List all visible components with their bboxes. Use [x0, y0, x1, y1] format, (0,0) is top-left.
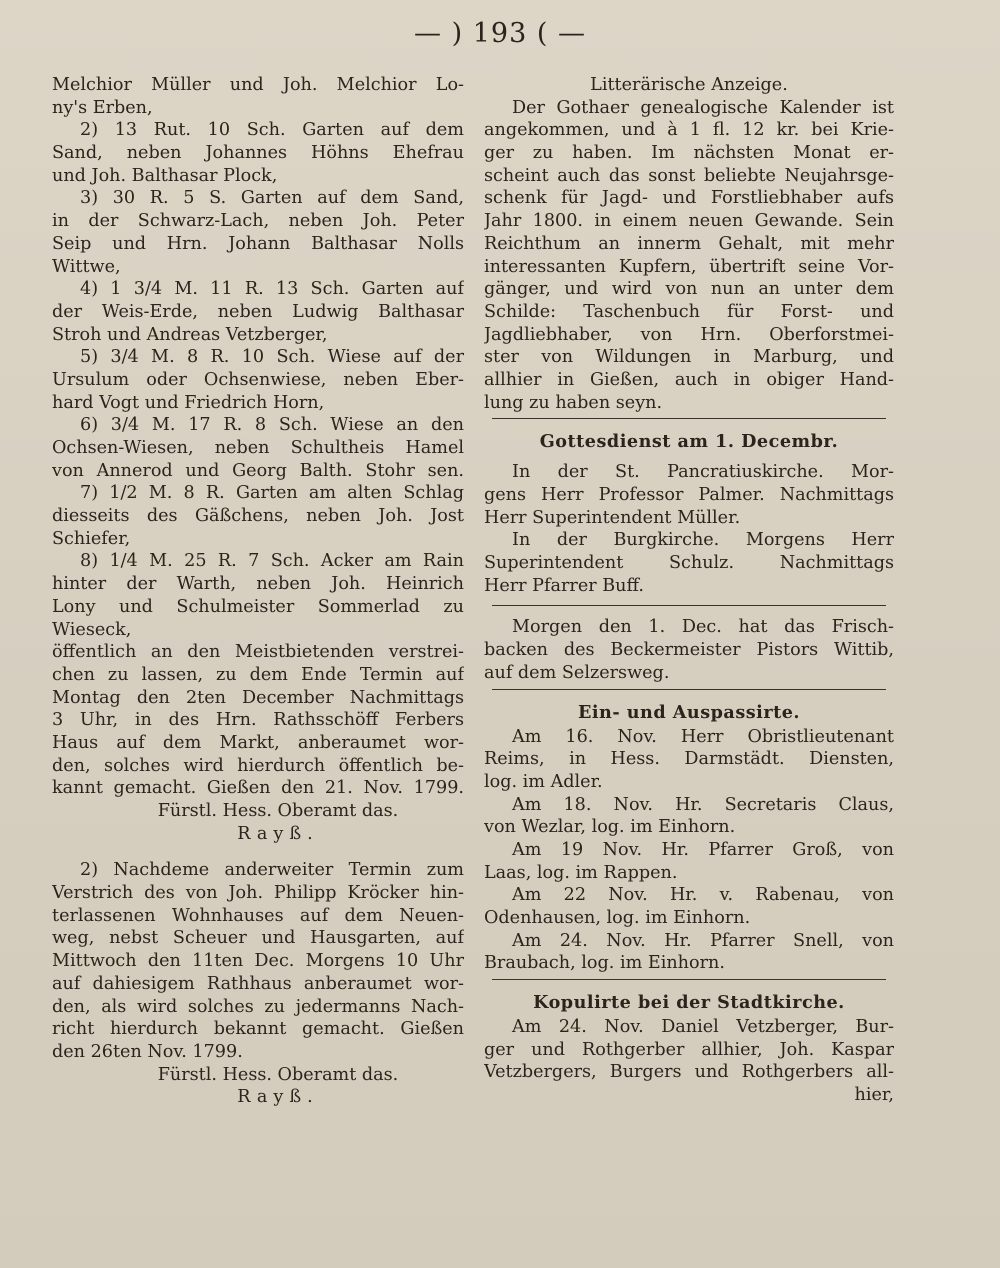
- authority-line: Fürstl. Hess. Oberamt das.: [157, 1064, 399, 1085]
- text-line: allhier in Gießen, auch in obiger Hand-: [484, 369, 894, 390]
- text-line: ger zu haben. Im nächsten Monat er-: [484, 143, 894, 164]
- authority-line: Fürstl. Hess. Oberamt das.: [157, 801, 399, 821]
- text-line: Superintendent Schulz. Nachmittags: [484, 553, 894, 574]
- auction-notice-1: [52, 74, 464, 845]
- text-line: Am 24. Nov. Hr. Pfarrer Snell, von: [512, 930, 894, 951]
- text-line: 6) 3/4 M. 17 R. 8 Sch. Wiese an den: [80, 415, 464, 436]
- travellers-notice: [484, 700, 894, 976]
- text-line: In der St. Pancratiuskirche. Mor-: [512, 462, 894, 483]
- text-line: Reims, in Hess. Darmstädt. Diensten,: [484, 749, 894, 770]
- left-column: [52, 74, 464, 1109]
- text-line: In der Burgkirche. Morgens Herr: [512, 530, 894, 551]
- text-line: Ursulum oder Ochsenwiese, neben Eber-: [52, 369, 464, 390]
- text-line: Montag den 2ten December Nachmittags: [52, 687, 464, 708]
- text-line: gens Herr Professor Palmer. Nachmittags: [484, 485, 894, 505]
- text-line: hard Vogt und Friedrich Horn,: [52, 392, 325, 413]
- section-heading: Litterärische Anzeige.: [590, 75, 788, 95]
- text-line: 2) Nachdeme anderweiter Termin zum: [80, 860, 464, 881]
- text-line: Schiefer,: [52, 528, 131, 549]
- text-line: log. im Adler.: [484, 771, 603, 792]
- right-column: [484, 74, 894, 1107]
- text-line: Braubach, log. im Einhorn.: [484, 953, 725, 974]
- text-line: Seip und Hrn. Johann Balthasar Nolls: [52, 233, 464, 254]
- text-line: Am 19 Nov. Hr. Pfarrer Groß, von: [512, 839, 894, 860]
- text-line: Am 16. Nov. Herr Obristlieutenant: [512, 726, 894, 747]
- text-line: Der Gothaer genealogische Kalender ist: [512, 97, 894, 118]
- text-line: richt hierdurch bekannt gemacht. Gießen: [52, 1019, 464, 1040]
- text-line: interessanten Kupfern, übertrift seine Vor-: [484, 256, 894, 277]
- text-line: schenk für Jagd- und Forstliebhaber aufs: [484, 188, 894, 209]
- section-divider: [492, 605, 886, 606]
- text-line: terlassenen Wohnhauses auf dem Neuen-: [52, 905, 464, 926]
- text-line: Stroh und Andreas Vetzberger,: [52, 324, 328, 345]
- spacer: [52, 845, 464, 859]
- text-line: Sand, neben Johannes Höhns Ehefrau: [52, 143, 464, 164]
- text-line: Morgen den 1. Dec. hat das Frisch-: [512, 617, 894, 638]
- marriages-notice: [484, 990, 894, 1107]
- text-line: den 26ten Nov. 1799.: [52, 1041, 243, 1062]
- text-line: Haus auf dem Markt, anberaumet wor-: [52, 732, 464, 753]
- text-line: hinter der Warth, neben Joh. Heinrich: [52, 574, 464, 595]
- text-line: Ochsen-Wiesen, neben Schultheis Hamel: [52, 438, 464, 458]
- text-line: 3) 30 R. 5 S. Garten auf dem Sand,: [80, 188, 464, 209]
- text-line: Herr Superintendent Müller.: [484, 507, 741, 528]
- text-line: ster von Wildungen in Marburg, und: [484, 347, 894, 368]
- text-line: Wieseck,: [52, 619, 132, 640]
- text-line: 4) 1 3/4 M. 11 R. 13 Sch. Garten auf: [80, 279, 464, 300]
- signature: Rayß.: [237, 823, 319, 844]
- text-line: Wittwe,: [52, 256, 121, 277]
- text-line: auf dem Selzersweg.: [484, 662, 670, 683]
- text-line: 2) 13 Rut. 10 Sch. Garten auf dem: [80, 120, 464, 141]
- text-line: Am 22 Nov. Hr. v. Rabenau, von: [512, 885, 894, 906]
- text-line: auf dahiesigem Rathhaus anberaumet wor-: [52, 973, 464, 994]
- text-line: Jagdliebhaber, von Hrn. Oberforstmei-: [484, 324, 894, 345]
- text-line: kannt gemacht. Gießen den 21. Nov. 1799.: [52, 778, 464, 799]
- auction-notice-2: [52, 859, 464, 1109]
- text-line: Vetzbergers, Burgers und Rothgerbers all-: [484, 1062, 894, 1083]
- text-line: diesseits des Gäßchens, neben Joh. Jost: [52, 506, 464, 527]
- church-service-notice: [484, 429, 894, 597]
- text-line: Laas, log. im Rappen.: [484, 862, 678, 883]
- text-line: 5) 3/4 M. 8 R. 10 Sch. Wiese auf der: [80, 347, 464, 368]
- text-line: Am 18. Nov. Hr. Secretaris Claus,: [512, 794, 894, 815]
- text-line: 3 Uhr, in des Hrn. Rathsschöff Ferbers: [52, 710, 464, 731]
- text-line: öffentlich an den Meistbietenden verstrei-: [52, 642, 464, 663]
- text-line: Odenhausen, log. im Einhorn.: [484, 908, 751, 928]
- text-line: weg, nebst Scheuer und Hausgarten, auf: [52, 928, 464, 949]
- text-line: und Joh. Balthasar Plock,: [52, 165, 278, 186]
- text-line: Mittwoch den 11ten Dec. Morgens 10 Uhr: [52, 951, 464, 972]
- text-line: Am 24. Nov. Daniel Vetzberger, Bur-: [512, 1017, 894, 1038]
- text-line: backen des Beckermeister Pistors Wittib,: [484, 640, 894, 661]
- text-line: ny's Erben,: [52, 97, 153, 118]
- text-line: Lony und Schulmeister Sommerlad zu: [52, 596, 464, 617]
- section-divider: [492, 979, 886, 980]
- text-line: Reichthum an innerm Gehalt, mit mehr: [484, 233, 894, 254]
- text-line: Melchior Müller und Joh. Melchior Lo-: [52, 75, 464, 95]
- text-line: von Annerod und Georg Balth. Stohr sen.: [52, 460, 464, 481]
- section-heading: Ein- und Auspassirte.: [577, 701, 801, 723]
- text-line: ger und Rothgerber allhier, Joh. Kaspar: [484, 1039, 894, 1060]
- signature: Rayß.: [237, 1087, 319, 1108]
- section-heading: Gottesdienst am 1. Decembr.: [539, 431, 839, 453]
- text-line: Verstrich des von Joh. Philipp Kröcker hin-: [52, 883, 464, 904]
- text-line: gänger, und wird von nun an unter dem: [484, 279, 894, 300]
- text-line: hier,: [854, 1085, 894, 1106]
- text-line: 7) 1/2 M. 8 R. Garten am alten Schlag: [80, 483, 464, 504]
- section-divider: [492, 418, 886, 419]
- literary-notice: [484, 74, 894, 414]
- text-line: in der Schwarz-Lach, neben Joh. Peter: [52, 211, 464, 232]
- text-line: den, solches wird hierdurch öffentlich be-: [52, 755, 464, 776]
- text-line: angekommen, und à 1 fl. 12 kr. bei Krie-: [484, 120, 894, 141]
- text-line: von Wezlar, log. im Einhorn.: [484, 817, 736, 838]
- text-line: der Weis-Erde, neben Ludwig Balthasar: [52, 301, 464, 322]
- page-number: — ) 193 ( —: [414, 18, 586, 49]
- bakery-notice: [484, 616, 894, 684]
- section-divider: [492, 689, 886, 690]
- text-line: scheint auch das sonst beliebte Neujahrsge-: [484, 165, 894, 186]
- text-line: Herr Pfarrer Buff.: [484, 575, 644, 596]
- text-line: lung zu haben seyn.: [484, 392, 663, 413]
- text-line: chen zu lassen, zu dem Ende Termin auf: [52, 664, 464, 685]
- text-line: 8) 1/4 M. 25 R. 7 Sch. Acker am Rain: [80, 551, 464, 572]
- text-line: den, als wird solches zu jedermanns Nach-: [52, 996, 464, 1017]
- section-heading: Kopulirte bei der Stadtkirche.: [533, 992, 845, 1014]
- text-line: Jahr 1800. in einem neuen Gewande. Sein: [484, 211, 894, 232]
- text-line: Schilde: Taschenbuch für Forst- und: [484, 301, 894, 322]
